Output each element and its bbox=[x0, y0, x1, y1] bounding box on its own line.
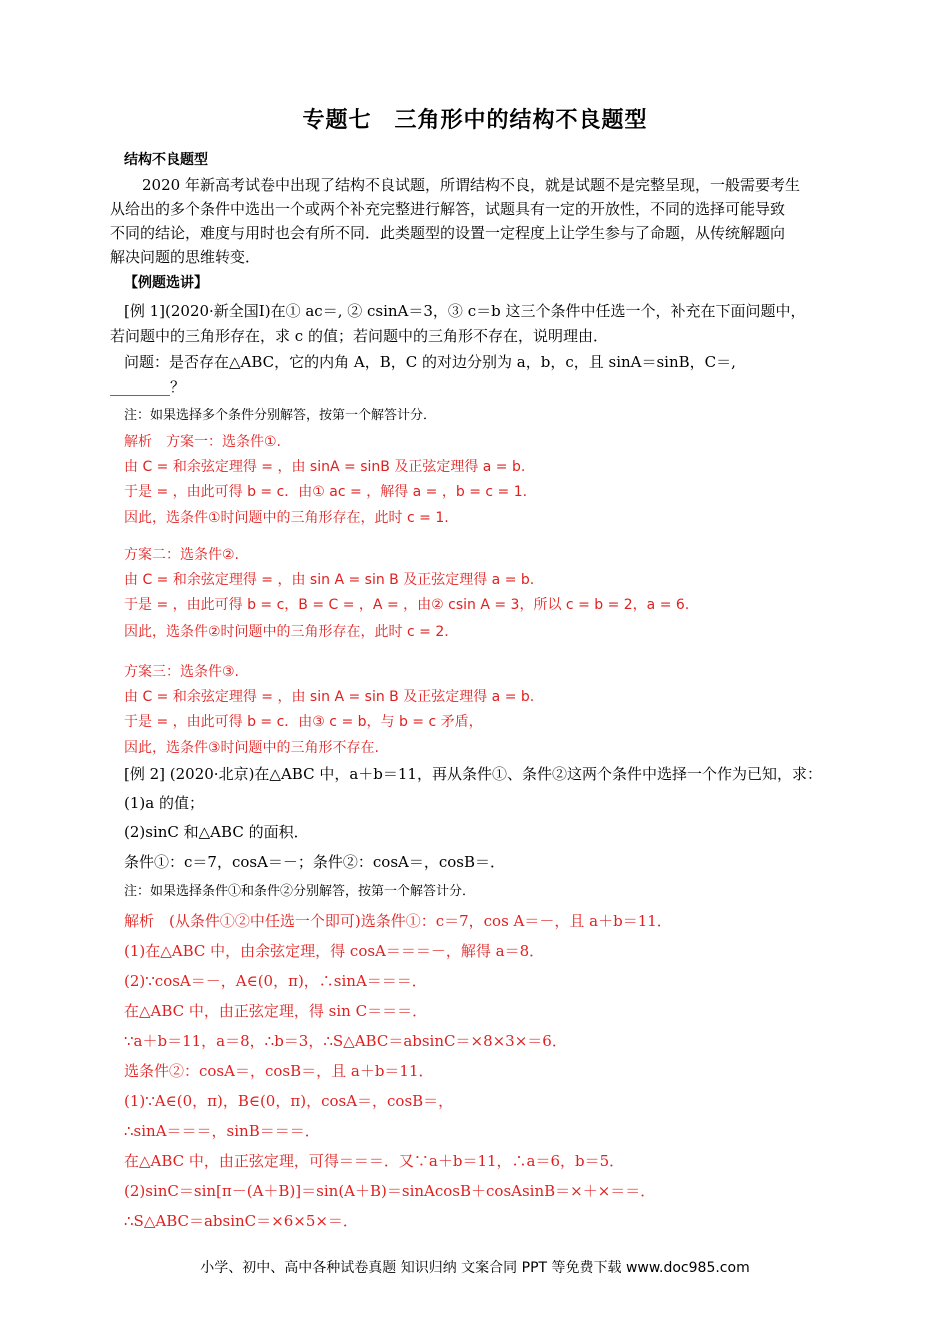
solution-ex2-line: 选条件②：cosA＝，cosB＝，且 a＋b＝11． bbox=[124, 1062, 434, 1080]
intro-line: 不同的结论，难度与用时也会有所不同．此类题型的设置一定程度上让学生参与了命题，从传统解题向 bbox=[110, 224, 786, 242]
solution-ex2-line: 解析 (从条件①②中任选一个即可)选条件①：c＝7，cos A＝－，且 a＋b＝11． bbox=[124, 912, 672, 930]
solution-ex2-line: (2)sinC＝sin[π－(A＋B)]＝sin(A＋B)＝sinAcosB＋cosAsinB＝×＋×＝＝． bbox=[124, 1182, 656, 1200]
intro-line: 解决问题的思维转变． bbox=[110, 248, 261, 266]
solution-2-line: 因此，选条件②时问题中的三角形存在，此时 c = 2. bbox=[124, 624, 449, 640]
solution-3-line: 于是 = ，由此可得 b = c．由③ c = b，与 b = c 矛盾， bbox=[124, 714, 483, 730]
example-1-question: 问题：是否存在△ABC，它的内角 A，B，C 的对边分别为 a，b，c，且 sinA＝sinB，C＝, bbox=[124, 353, 736, 371]
solution-3-line: 因此，选条件③时问题中的三角形不存在. bbox=[124, 740, 379, 756]
intro-line: 2020 年新高考试卷中出现了结构不良试题，所谓结构不良，就是试题不是完整呈现，一般需要考生 bbox=[142, 176, 800, 194]
example-1-blank: ________？ bbox=[110, 378, 186, 396]
solution-ex2-line: ∴sinA＝＝＝，sinB＝＝＝． bbox=[124, 1122, 320, 1140]
example-2-question: (2)sinC 和△ABC 的面积． bbox=[124, 823, 309, 841]
solution-2-line: 方案二：选条件②. bbox=[124, 547, 240, 563]
example-2-question: (1)a 的值； bbox=[124, 794, 204, 812]
page-title: 专题七 三角形中的结构不良题型 bbox=[302, 108, 648, 133]
solution-ex2-line: (1)∵A∈(0，π)，B∈(0，π)，cosA＝，cosB＝， bbox=[124, 1092, 454, 1110]
solution-ex2-line: ∵a＋b＝11，a＝8，∴b＝3，∴S△ABC＝absinC＝×8×3×＝6． bbox=[124, 1032, 567, 1050]
solution-2-line: 于是 = ，由此可得 b = c，B = C = ，A = ，由② csin A = 3，所以 c = b = 2，a = 6. bbox=[124, 597, 690, 613]
solution-3-line: 方案三：选条件③. bbox=[124, 664, 240, 680]
solution-ex2-line: 在△ABC 中，由正弦定理，得 sin C＝＝＝． bbox=[124, 1002, 428, 1020]
solution-1-line: 于是 = ，由此可得 b = c．由① ac = ，解得 a = ，b = c = 1. bbox=[124, 484, 528, 500]
solution-2-line: 由 C = 和余弦定理得 = ，由 sin A = sin B 及正弦定理得 a = b. bbox=[124, 572, 535, 588]
solution-3-line: 由 C = 和余弦定理得 = ，由 sin A = sin B 及正弦定理得 a = b. bbox=[124, 689, 535, 705]
intro-line: 从给出的多个条件中选出一个或两个补充完整进行解答，试题具有一定的开放性，不同的选择可能导致 bbox=[110, 200, 786, 218]
solution-1-line: 解析 方案一：选条件①. bbox=[124, 434, 282, 450]
solution-1-line: 因此，选条件①时问题中的三角形存在，此时 c = 1. bbox=[124, 510, 449, 526]
example-2-conditions: 条件①：c＝7，cosA＝－；条件②：cosA＝，cosB＝． bbox=[124, 853, 506, 871]
examples-heading: 【例题选讲】 bbox=[124, 275, 208, 291]
solution-ex2-line: ∴S△ABC＝absinC＝×6×5×＝． bbox=[124, 1212, 358, 1230]
solution-ex2-line: 在△ABC 中，由正弦定理，可得＝＝＝．又∵a＋b＝11，∴a＝6，b＝5． bbox=[124, 1152, 625, 1170]
example-2-note: 注：如果选择条件①和条件②分别解答，按第一个解答计分． bbox=[124, 884, 476, 899]
solution-ex2-line: (2)∵cosA＝－，A∈(0，π)，∴sinA＝＝＝． bbox=[124, 972, 427, 990]
solution-ex2-line: (1)在△ABC 中，由余弦定理，得 cosA＝＝＝－，解得 a＝8． bbox=[124, 942, 545, 960]
section-heading: 结构不良题型 bbox=[124, 152, 208, 168]
example-1-note: 注：如果选择多个条件分别解答，按第一个解答计分． bbox=[124, 408, 437, 423]
example-1-question: 若问题中的三角形存在，求 c 的值；若问题中的三角形不存在，说明理由． bbox=[110, 327, 608, 345]
solution-1-line: 由 C = 和余弦定理得 = ，由 sinA = sinB 及正弦定理得 a = b. bbox=[124, 459, 526, 475]
footer-text: 小学、初中、高中各种试卷真题 知识归纳 文案合同 PPT 等免费下载 www.doc985.com bbox=[200, 1260, 750, 1276]
example-1-question: [例 1](2020·新全国Ⅰ)在① ac＝, ② csinA＝3，③ c＝b 这三个条件中任选一个，补充在下面问题中， bbox=[124, 302, 806, 320]
example-2-question: [例 2] (2020·北京)在△ABC 中，a＋b＝11，再从条件①、条件②这两个条件中选择一个作为已知，求： bbox=[124, 765, 822, 783]
